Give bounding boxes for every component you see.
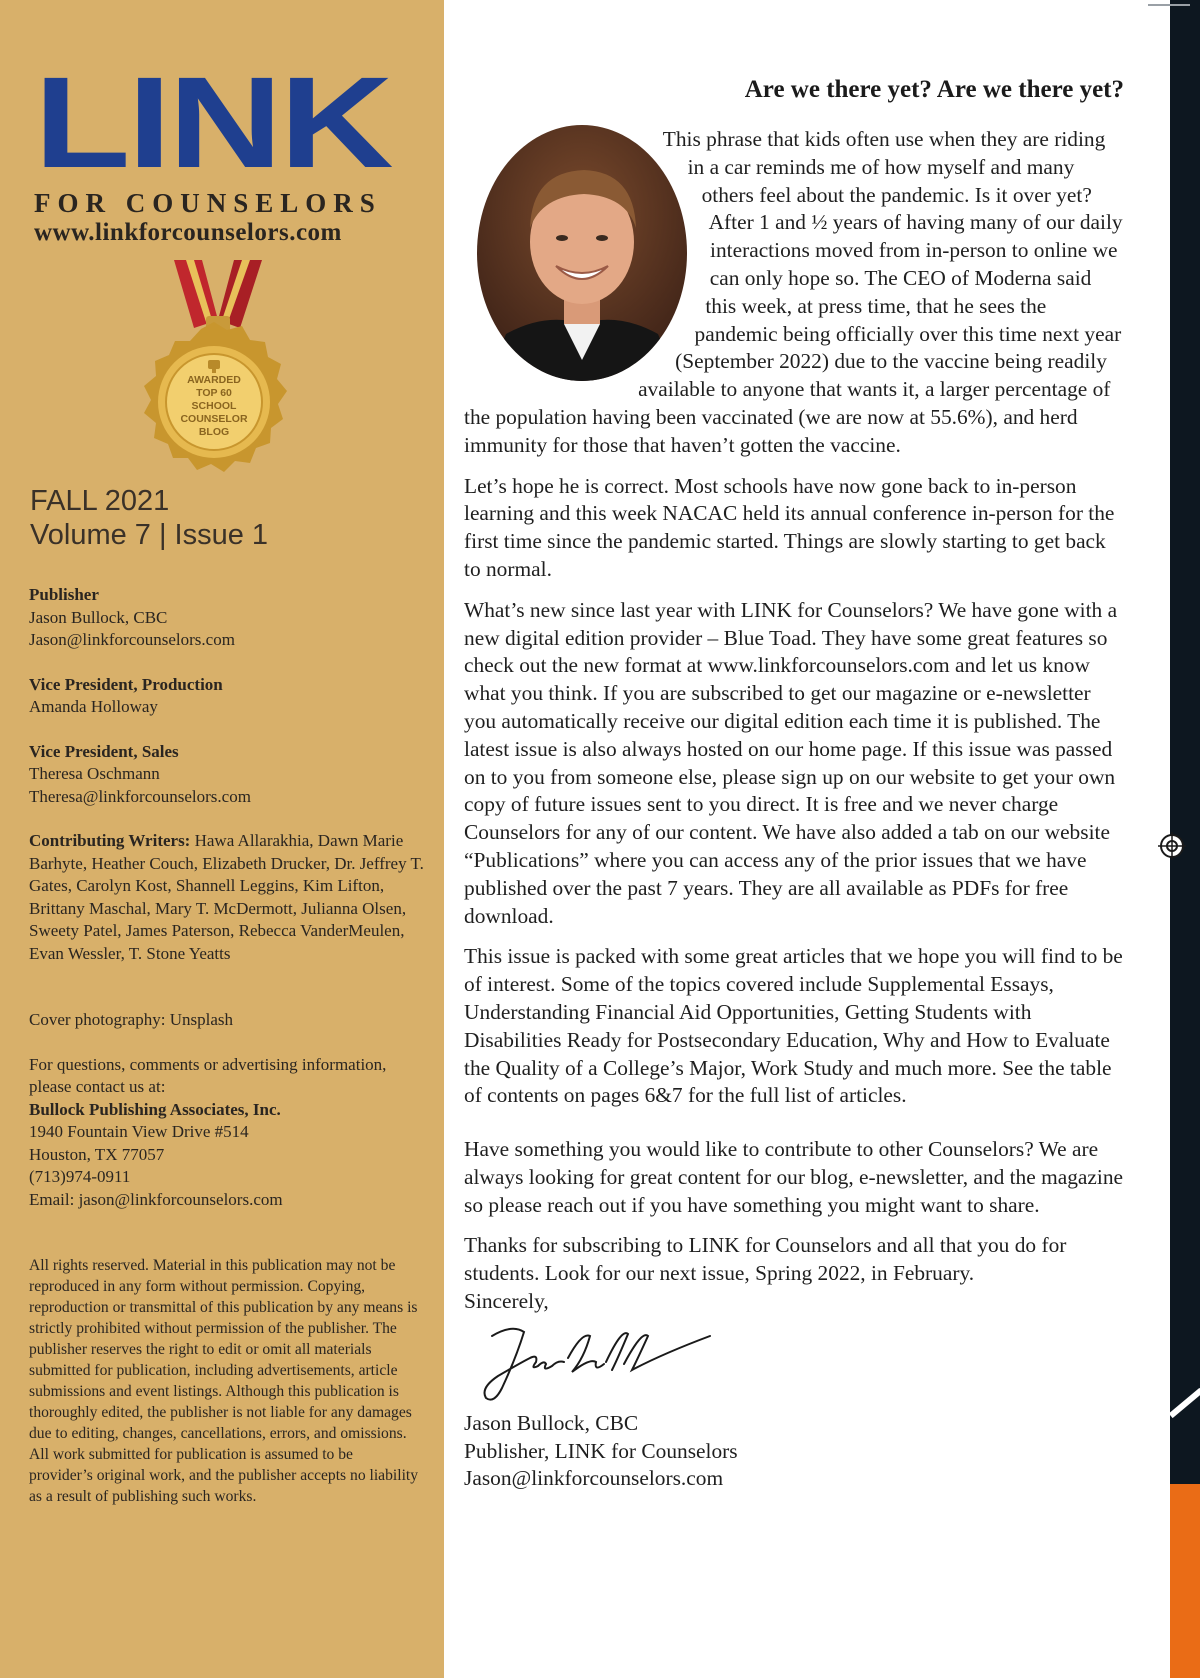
role-label: Vice President, Sales [29, 741, 179, 761]
edge-orange-block [1170, 1484, 1200, 1678]
contributors-block [29, 830, 429, 965]
letter-paragraph: This phrase that kids often use when they are riding in a car reminds me of how myself and many others feel about the pandemic. Is it over yet? After 1 and ½ years of having many of our daily interactions moved from in-person to online we can only hope so. The CEO of Moderna said this week, at press time, that he sees the pandemic being officially over this time next year (September 2022) due to the vaccine being readily available to anyone that wants it, a larger percentage of the population having been vaccinated (we are now at 55.6%), and herd immunity for those that haven’t gotten the vaccine. [464, 127, 1123, 457]
phone-number: (713)974-0911 [29, 1167, 131, 1186]
issue-info [30, 484, 268, 552]
letter-paragraph: What’s new since last year with LINK for Counselors? We have gone with a new digital edition provider – Blue Toad. They have some great features so check out the new format at www.linkforcounselors.com and let us know what you think. If you are subscribed to get our magazine or e-newsletter you automatically receive our digital edition each time it is published. The latest issue is also always hosted on our home page. If this issue was passed on to you from someone else, please sign up on our website to get your own copy of future issues sent to you direct. It is free and we never charge Counselors for any of our content. We have also added a tab on our website “Publications” where you can access any of the prior issues that we have published over the past 7 years. They are all available as PDFs for free download. [464, 597, 1118, 928]
issue-volume: Volume 7 | Issue 1 [30, 519, 269, 551]
staff-name: Jason Bullock, CBC [29, 607, 168, 627]
letter-paragraph: This issue is packed with some great articles that we hope you will find to be of interest. Some of the topics covered include Supplemental Essays, Understanding Financial Aid Opportunities, Getting Students with Disabilities Ready for Postsecondary Education, Why and How to Evaluate the Quality of a College’s Major, Work Study and much more. See the table of contents on pages 6&7 for the full list of articles. [464, 944, 1123, 1108]
contributors-list: Hawa Allarakhia, Dawn Marie Barhyte, Heather Couch, Elizabeth Drucker, Dr. Jeffrey T. Gates, Carolyn Kost, Shannell Leggins, Kim Lifton, Brittany Maschal, Mary T. McDermott, Julianna Olsen, Sweety Patel, James Paterson, Rebecca VanderMeulen, Evan Wessler, T. Stone Yeatts [29, 831, 424, 963]
cover-photo-credit: Cover photography: Unsplash [29, 1010, 233, 1029]
badge-line: AWARDED [187, 374, 241, 386]
letter-paragraph: Have something you would like to contribute to other Counselors? We are always looking for great content for our blog, e-newsletter, and the magazine so please reach out if you have something you might want to share. [464, 1137, 1124, 1217]
contact-email[interactable]: Email: jason@linkforcounselors.com [29, 1189, 283, 1209]
signer-title: Publisher, LINK for Counselors [464, 1438, 738, 1463]
letter-body [464, 126, 1124, 1316]
staff-name: Amanda Holloway [29, 697, 158, 716]
contributors-label: Contributing Writers: [29, 831, 191, 850]
company-name: Bullock Publishing Associates, Inc. [29, 1099, 281, 1119]
publisher-letter [464, 76, 1124, 1493]
award-medal-icon [122, 258, 302, 488]
publisher-portrait [476, 124, 688, 382]
address-line: 1940 Fountain View Drive #514 [29, 1122, 249, 1141]
staff-name: Theresa Oschmann [29, 764, 160, 783]
badge-line: TOP 60 [196, 387, 232, 399]
vp-production-block [29, 674, 429, 719]
badge-line: SCHOOL [191, 400, 237, 412]
signer-email[interactable]: Jason@linkforcounselors.com [464, 1466, 724, 1491]
link-logo [34, 50, 414, 247]
vp-sales-block [29, 741, 429, 809]
letter-headline: Are we there yet? Are we there yet? [744, 76, 1124, 103]
issue-season: FALL 2021 [30, 485, 170, 517]
staff-email[interactable]: Theresa@linkforcounselors.com [29, 786, 251, 806]
logo-subtitle: FOR COUNSELORS [34, 188, 382, 218]
role-label: Publisher [29, 585, 99, 604]
contact-intro: For questions, comments or advertising information, please contact us at: [29, 1054, 387, 1096]
staff-email[interactable]: Jason@linkforcounselors.com [29, 630, 235, 649]
rights-notice: All rights reserved. Material in this publication may not be reproduced in any form without permission. Copying, reproduction or transmittal of this publication by any means is strictly prohibited without permission of the publisher. The publisher reserves the right to edit or omit all materials submitted for publication, including advertisements, article submissions and event listings. Although this publication is thoroughly edited, the publisher is not liable for any damages due to editing, changes, cancellations, errors, and omissions. All work submitted for publication is assumed to be provider’s original work, and the publisher accepts no liability as a result of publishing such works. [29, 1257, 419, 1505]
role-label: Vice President, Production [29, 674, 223, 694]
signer-name: Jason Bullock, CBC [464, 1410, 639, 1435]
masthead-sidebar [0, 0, 444, 1678]
logo-title: LINK [34, 50, 391, 195]
crosshair-icon [1158, 832, 1186, 860]
badge-line: COUNSELOR [180, 413, 248, 425]
letter-paragraph: Thanks for subscribing to LINK for Counselors and all that you do for students. Look for our next issue, Spring 2022, in February. [464, 1233, 1067, 1286]
staff-credits [29, 584, 429, 1211]
handwritten-signature [472, 1318, 712, 1408]
sign-off: Sincerely, [464, 1289, 549, 1314]
letter-paragraph: Let’s hope he is correct. Most schools have now gone back to in-person learning and this week NACAC held its annual conference in-person for the first time since the pandemic started. Things are slowly starting to get back to normal. [464, 473, 1115, 581]
edge-rule [1148, 4, 1190, 6]
address-line: Houston, TX 77057 [29, 1144, 165, 1164]
badge-line: BLOG [198, 426, 230, 438]
signer-block [464, 1410, 1124, 1493]
publisher-block [29, 584, 429, 652]
logo-url: www.linkforcounselors.com [34, 219, 342, 246]
contact-block [29, 1054, 429, 1212]
